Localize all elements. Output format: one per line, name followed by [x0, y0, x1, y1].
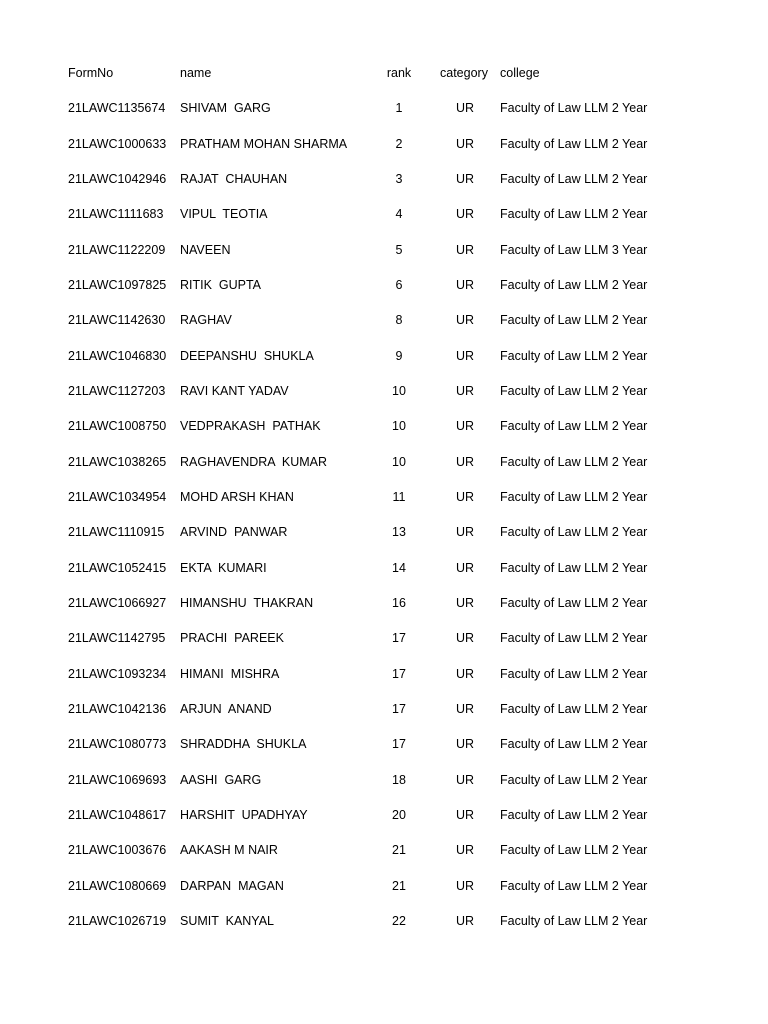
- cell-category: UR: [455, 843, 475, 858]
- cell-college: Faculty of Law LLM 2 Year: [500, 913, 648, 928]
- cell-college: Faculty of Law LLM 2 Year: [500, 701, 648, 716]
- cell-category: UR: [455, 348, 475, 363]
- cell-formno: 21LAWC1042946: [68, 171, 167, 186]
- header-college: college: [500, 66, 540, 80]
- rank-list-table: [0, 56, 768, 939]
- table-row: [0, 869, 768, 904]
- cell-formno: 21LAWC1046830: [68, 348, 167, 363]
- table-row: [0, 763, 768, 798]
- cell-name: SHRADDHA SHUKLA: [180, 737, 307, 752]
- cell-category: UR: [455, 595, 475, 610]
- cell-category: UR: [455, 136, 475, 151]
- cell-college: Faculty of Law LLM 2 Year: [500, 737, 648, 752]
- cell-college: Faculty of Law LLM 2 Year: [500, 454, 648, 469]
- cell-rank: 11: [392, 489, 406, 504]
- table-body: [0, 91, 768, 939]
- cell-category: UR: [455, 913, 475, 928]
- cell-rank: 14: [392, 560, 406, 575]
- table-row: [0, 127, 768, 162]
- cell-formno: 21LAWC1110915: [68, 525, 165, 540]
- cell-college: Faculty of Law LLM 2 Year: [500, 666, 648, 681]
- cell-name: VIPUL TEOTIA: [180, 207, 268, 222]
- cell-formno: 21LAWC1093234: [68, 666, 167, 681]
- cell-college: Faculty of Law LLM 2 Year: [500, 560, 648, 575]
- cell-formno: 21LAWC1142795: [68, 631, 166, 646]
- cell-rank: 1: [395, 101, 403, 116]
- table-row: [0, 445, 768, 480]
- cell-rank: 21: [392, 843, 406, 858]
- cell-rank: 13: [392, 525, 406, 540]
- cell-formno: 21LAWC1066927: [68, 595, 167, 610]
- cell-category: UR: [455, 772, 475, 787]
- table-row: [0, 162, 768, 197]
- cell-name: AASHI GARG: [180, 772, 262, 787]
- cell-rank: 10: [392, 454, 406, 469]
- cell-college: Faculty of Law LLM 2 Year: [500, 843, 648, 858]
- cell-name: PRATHAM MOHAN SHARMA: [180, 136, 348, 151]
- cell-formno: 21LAWC1026719: [68, 913, 167, 928]
- table-row: [0, 692, 768, 727]
- cell-college: Faculty of Law LLM 2 Year: [500, 348, 648, 363]
- cell-formno: 21LAWC1052415: [68, 560, 167, 575]
- cell-category: UR: [455, 666, 475, 681]
- header-rank: rank: [386, 66, 412, 80]
- cell-college: Faculty of Law LLM 2 Year: [500, 631, 648, 646]
- cell-name: ARVIND PANWAR: [180, 525, 288, 540]
- cell-category: UR: [455, 101, 475, 116]
- cell-name: AAKASH M NAIR: [180, 843, 278, 858]
- table-row: [0, 303, 768, 338]
- cell-category: UR: [455, 242, 475, 257]
- cell-category: UR: [455, 277, 475, 292]
- cell-name: HARSHIT UPADHYAY: [180, 807, 308, 822]
- table-row: [0, 657, 768, 692]
- cell-college: Faculty of Law LLM 2 Year: [500, 772, 648, 787]
- table-header-row: [0, 56, 768, 91]
- cell-college: Faculty of Law LLM 2 Year: [500, 313, 648, 328]
- cell-name: RAGHAVENDRA KUMAR: [180, 454, 328, 469]
- cell-name: DARPAN MAGAN: [180, 878, 284, 893]
- cell-rank: 18: [392, 772, 406, 787]
- table-row: [0, 621, 768, 656]
- cell-formno: 21LAWC1111683: [68, 207, 164, 222]
- header-name: name: [180, 66, 212, 80]
- cell-category: UR: [455, 701, 475, 716]
- cell-college: Faculty of Law LLM 2 Year: [500, 277, 648, 292]
- table-row: [0, 409, 768, 444]
- cell-college: Faculty of Law LLM 2 Year: [500, 595, 648, 610]
- cell-formno: 21LAWC1034954: [68, 489, 167, 504]
- table-row: [0, 233, 768, 268]
- header-formno: FormNo: [68, 66, 114, 80]
- cell-name: RAGHAV: [180, 313, 232, 328]
- cell-category: UR: [455, 807, 475, 822]
- cell-category: UR: [455, 489, 475, 504]
- table-row: [0, 727, 768, 762]
- cell-college: Faculty of Law LLM 2 Year: [500, 419, 648, 434]
- cell-name: SHIVAM GARG: [180, 101, 271, 116]
- cell-college: Faculty of Law LLM 2 Year: [500, 878, 648, 893]
- cell-college: Faculty of Law LLM 2 Year: [500, 207, 648, 222]
- cell-category: UR: [455, 560, 475, 575]
- cell-college: Faculty of Law LLM 2 Year: [500, 489, 648, 504]
- cell-rank: 6: [395, 277, 403, 292]
- table-row: [0, 480, 768, 515]
- table-row: [0, 904, 768, 939]
- cell-category: UR: [455, 525, 475, 540]
- cell-formno: 21LAWC1080773: [68, 737, 167, 752]
- cell-college: Faculty of Law LLM 2 Year: [500, 136, 648, 151]
- cell-name: VEDPRAKASH PATHAK: [180, 419, 321, 434]
- cell-formno: 21LAWC1008750: [68, 419, 167, 434]
- cell-formno: 21LAWC1069693: [68, 772, 167, 787]
- table-row: [0, 515, 768, 550]
- cell-rank: 20: [392, 807, 406, 822]
- table-row: [0, 551, 768, 586]
- cell-category: UR: [455, 631, 475, 646]
- cell-college: Faculty of Law LLM 2 Year: [500, 383, 648, 398]
- cell-category: UR: [455, 313, 475, 328]
- table-row: [0, 586, 768, 621]
- cell-rank: 17: [392, 737, 406, 752]
- cell-rank: 9: [395, 348, 403, 363]
- cell-name: NAVEEN: [180, 242, 231, 257]
- cell-name: RITIK GUPTA: [180, 277, 262, 292]
- cell-rank: 4: [395, 207, 403, 222]
- header-category: category: [440, 66, 488, 80]
- cell-formno: 21LAWC1135674: [68, 101, 166, 116]
- cell-formno: 21LAWC1038265: [68, 454, 167, 469]
- cell-rank: 5: [395, 242, 403, 257]
- cell-formno: 21LAWC1080669: [68, 878, 167, 893]
- cell-category: UR: [455, 454, 475, 469]
- cell-name: EKTA KUMARI: [180, 560, 267, 575]
- cell-category: UR: [455, 383, 475, 398]
- table-row: [0, 798, 768, 833]
- cell-name: RAVI KANT YADAV: [180, 383, 289, 398]
- cell-college: Faculty of Law LLM 2 Year: [500, 807, 648, 822]
- cell-college: Faculty of Law LLM 2 Year: [500, 525, 648, 540]
- cell-category: UR: [455, 419, 475, 434]
- cell-formno: 21LAWC1000633: [68, 136, 167, 151]
- cell-rank: 10: [392, 419, 406, 434]
- table-row: [0, 374, 768, 409]
- cell-name: MOHD ARSH KHAN: [180, 489, 294, 504]
- cell-name: ARJUN ANAND: [180, 701, 272, 716]
- cell-rank: 17: [392, 631, 406, 646]
- cell-rank: 17: [392, 701, 406, 716]
- cell-formno: 21LAWC1142630: [68, 313, 166, 328]
- cell-category: UR: [455, 737, 475, 752]
- cell-formno: 21LAWC1003676: [68, 843, 167, 858]
- table-row: [0, 833, 768, 868]
- cell-name: HIMANSHU THAKRAN: [180, 595, 314, 610]
- cell-rank: 22: [392, 913, 406, 928]
- cell-college: Faculty of Law LLM 3 Year: [500, 242, 648, 257]
- cell-formno: 21LAWC1127203: [68, 383, 166, 398]
- table-row: [0, 339, 768, 374]
- cell-name: HIMANI MISHRA: [180, 666, 280, 681]
- cell-college: Faculty of Law LLM 2 Year: [500, 101, 648, 116]
- cell-college: Faculty of Law LLM 2 Year: [500, 171, 648, 186]
- cell-formno: 21LAWC1048617: [68, 807, 167, 822]
- cell-rank: 17: [392, 666, 406, 681]
- table-row: [0, 91, 768, 126]
- cell-category: UR: [455, 878, 475, 893]
- cell-name: RAJAT CHAUHAN: [180, 171, 288, 186]
- cell-name: SUMIT KANYAL: [180, 913, 275, 928]
- cell-name: DEEPANSHU SHUKLA: [180, 348, 314, 363]
- cell-rank: 21: [392, 878, 406, 893]
- cell-formno: 21LAWC1097825: [68, 277, 167, 292]
- table-row: [0, 268, 768, 303]
- cell-rank: 3: [395, 171, 403, 186]
- cell-formno: 21LAWC1042136: [68, 701, 167, 716]
- cell-category: UR: [455, 171, 475, 186]
- table-row: [0, 197, 768, 232]
- cell-rank: 10: [392, 383, 406, 398]
- cell-rank: 2: [395, 136, 403, 151]
- cell-category: UR: [455, 207, 475, 222]
- cell-name: PRACHI PAREEK: [180, 631, 284, 646]
- cell-formno: 21LAWC1122209: [68, 242, 166, 257]
- cell-rank: 8: [395, 313, 403, 328]
- cell-rank: 16: [392, 595, 406, 610]
